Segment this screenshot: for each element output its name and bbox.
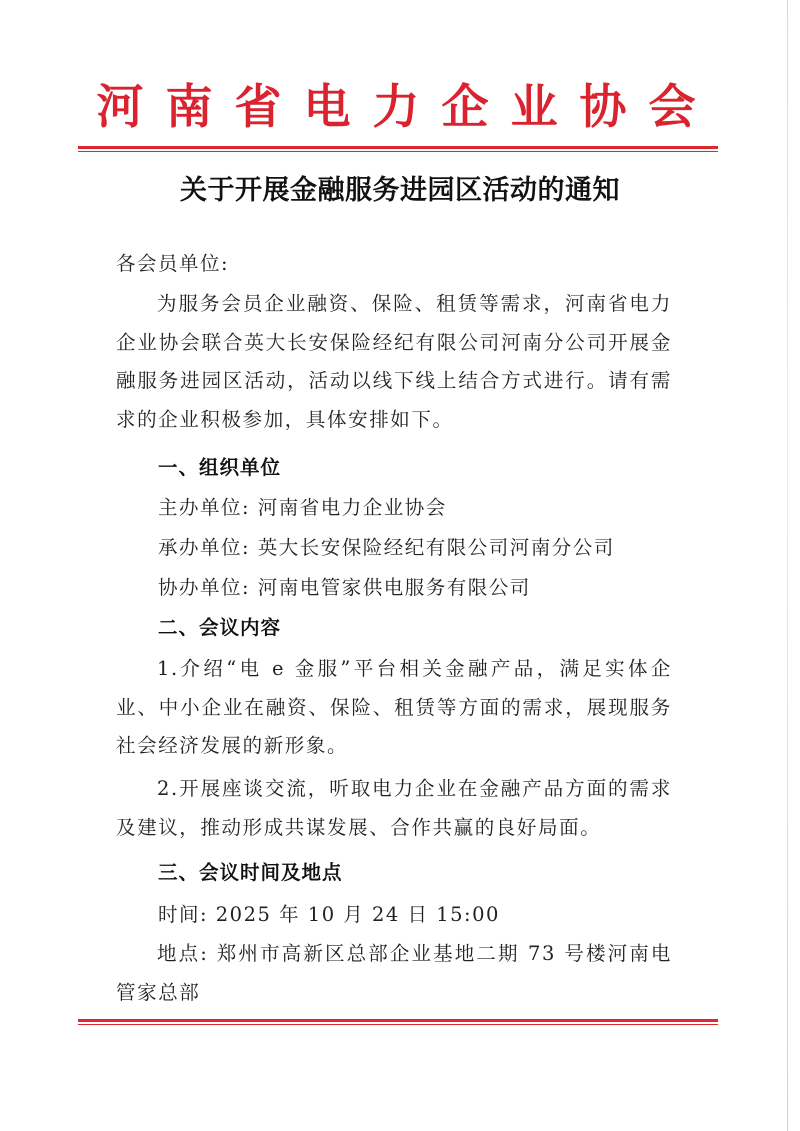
- co-organizer-unit: 协办单位: 河南电管家供电服务有限公司: [158, 576, 531, 599]
- organizer-unit: 承办单位: 英大长安保险经纪有限公司河南分公司: [158, 536, 615, 559]
- content-item-2: 2.开展座谈交流，听取电力企业在金融产品方面的需求及建议，推动形成共谋发展、合作共赢的良好局面。: [116, 777, 672, 839]
- intro-paragraph: 为服务会员企业融资、保险、租赁等需求，河南省电力企业协会联合英大长安保险经纪有限公司河南分公司开展金融服务进园区活动，活动以线下线上结合方式进行。请有需求的企业积极参加，具体安排如下。: [116, 292, 672, 431]
- salutation: 各会员单位:: [116, 252, 230, 275]
- section-heading-content: 二、会议内容: [158, 616, 282, 639]
- organization-name: 河南省电力企业协会: [96, 80, 718, 135]
- section-heading-time-place: 三、会议时间及地点: [158, 861, 343, 884]
- content-item-1: 1.介绍“电 e 金服”平台相关金融产品，满足实体企业、中小企业在融资、保险、租赁等方面的需求，展现服务社会经济发展的新形象。: [116, 657, 672, 757]
- section-heading-organizers: 一、组织单位: [158, 456, 282, 479]
- footer-red-rule-thin: [78, 1024, 718, 1025]
- header-red-rule: [78, 146, 718, 149]
- footer-red-rule: [78, 1019, 718, 1022]
- meeting-place: 地点: 郑州市高新区总部企业基地二期 73 号楼河南电管家总部: [116, 942, 672, 1004]
- header-red-rule-thin: [78, 151, 718, 152]
- notice-title: 关于开展金融服务进园区活动的通知: [180, 175, 620, 206]
- meeting-time: 时间: 2025 年 10 月 24 日 15:00: [158, 903, 500, 926]
- host-unit: 主办单位: 河南省电力企业协会: [158, 496, 447, 519]
- scan-edge: [787, 0, 788, 1131]
